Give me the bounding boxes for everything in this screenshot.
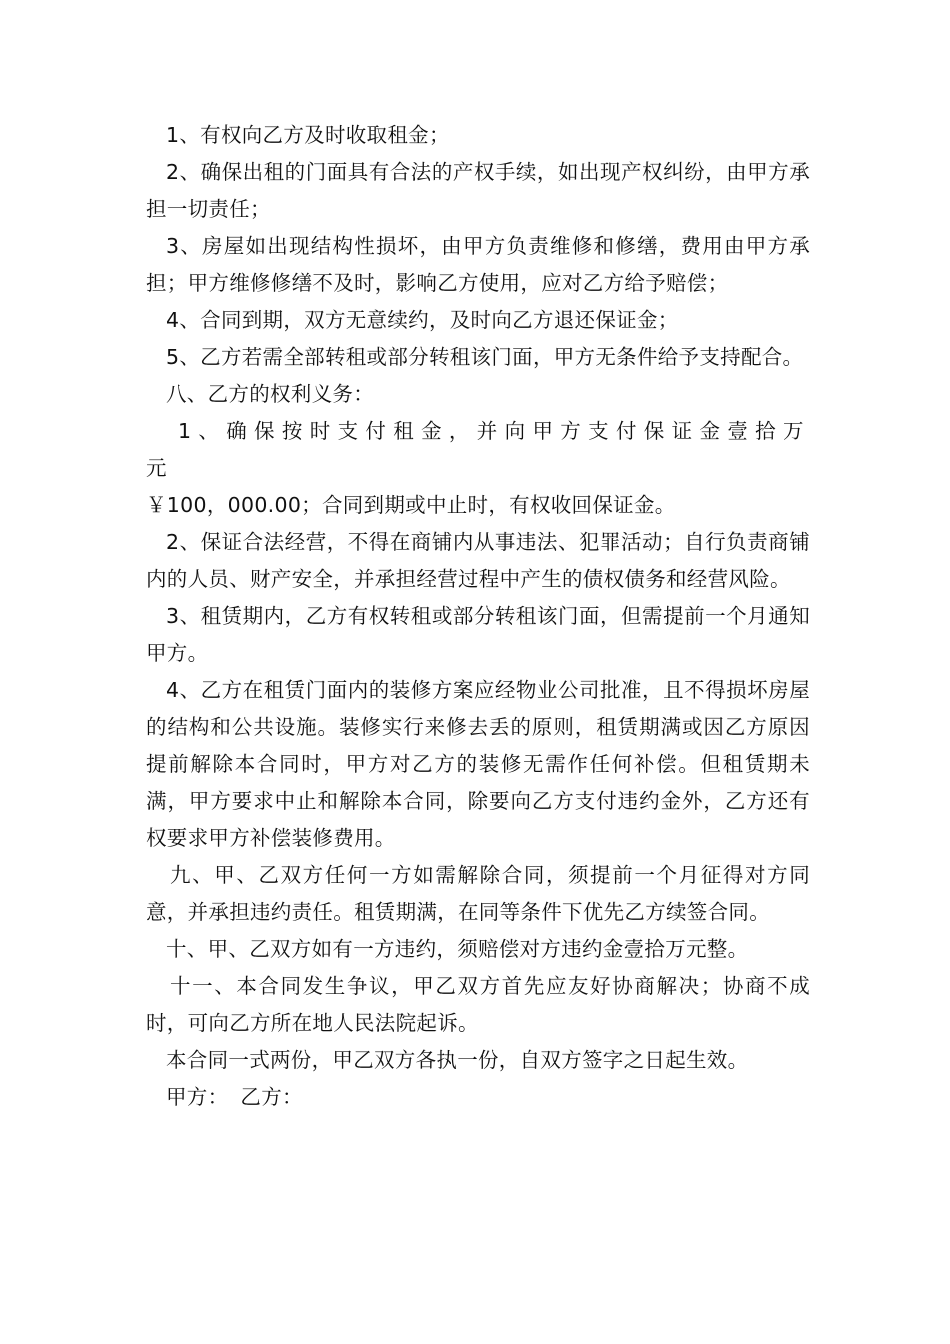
clause-b-1-line1: 1、确保按时支付租金，并向甲方支付保证金壹拾万元 <box>146 419 810 480</box>
clause-a-1: 1、有权向乙方及时收取租金； <box>166 123 450 147</box>
clause-b-4: 4、乙方在租赁门面内的装修方案应经物业公司批准，且不得损坏房屋的结构和公共设施。装修实行来修去丢的原则，租赁期满或因乙方原因提前解除本合同时，甲方对乙方的装修无需作任何补偿。但租赁期未满，甲方要求中止和解除本合同，除要向乙方支付违约金外，乙方还有权要求甲方补偿装修费用。 <box>146 678 810 850</box>
party-a-label: 甲方： <box>166 1085 229 1109</box>
clause-b-1-line2: ￥100，000.00；合同到期或中止时，有权收回保证金。 <box>146 493 676 517</box>
clause-b-2: 2、保证合法经营，不得在商铺内从事违法、犯罪活动；自行负责商铺内的人员、财产安全，并承担经营过程中产生的债权债务和经营风险。 <box>146 530 810 591</box>
section-11: 十一、本合同发生争议，甲乙双方首先应友好协商解决；协商不成时，可向乙方所在地人民法院起诉。 <box>146 974 810 1035</box>
section-8-heading: 八、乙方的权利义务： <box>166 382 374 406</box>
section-9: 九、甲、乙双方任何一方如需解除合同，须提前一个月征得对方同意，并承担违约责任。租赁期满，在同等条件下优先乙方续签合同。 <box>146 863 810 924</box>
clause-b-3: 3、租赁期内，乙方有权转租或部分转租该门面，但需提前一个月通知甲方。 <box>146 604 810 665</box>
section-10: 十、甲、乙双方如有一方违约，须赔偿对方违约金壹拾万元整。 <box>166 937 749 961</box>
signature-line <box>146 1079 810 1116</box>
party-b-label: 乙方： <box>240 1085 303 1109</box>
clause-a-5: 5、乙方若需全部转租或部分转租该门面，甲方无条件给予支持配合。 <box>166 345 804 369</box>
closing-statement: 本合同一式两份，甲乙双方各执一份，自双方签字之日起生效。 <box>166 1048 749 1072</box>
clause-a-4: 4、合同到期，双方无意续约，及时向乙方退还保证金； <box>166 308 679 332</box>
clause-a-3: 3、房屋如出现结构性损坏，由甲方负责维修和修缮，费用由甲方承担；甲方维修修缮不及时，影响乙方使用，应对乙方给予赔偿； <box>146 234 810 295</box>
clause-a-2: 2、确保出租的门面具有合法的产权手续，如出现产权纠纷，由甲方承担一切责任； <box>146 160 810 221</box>
